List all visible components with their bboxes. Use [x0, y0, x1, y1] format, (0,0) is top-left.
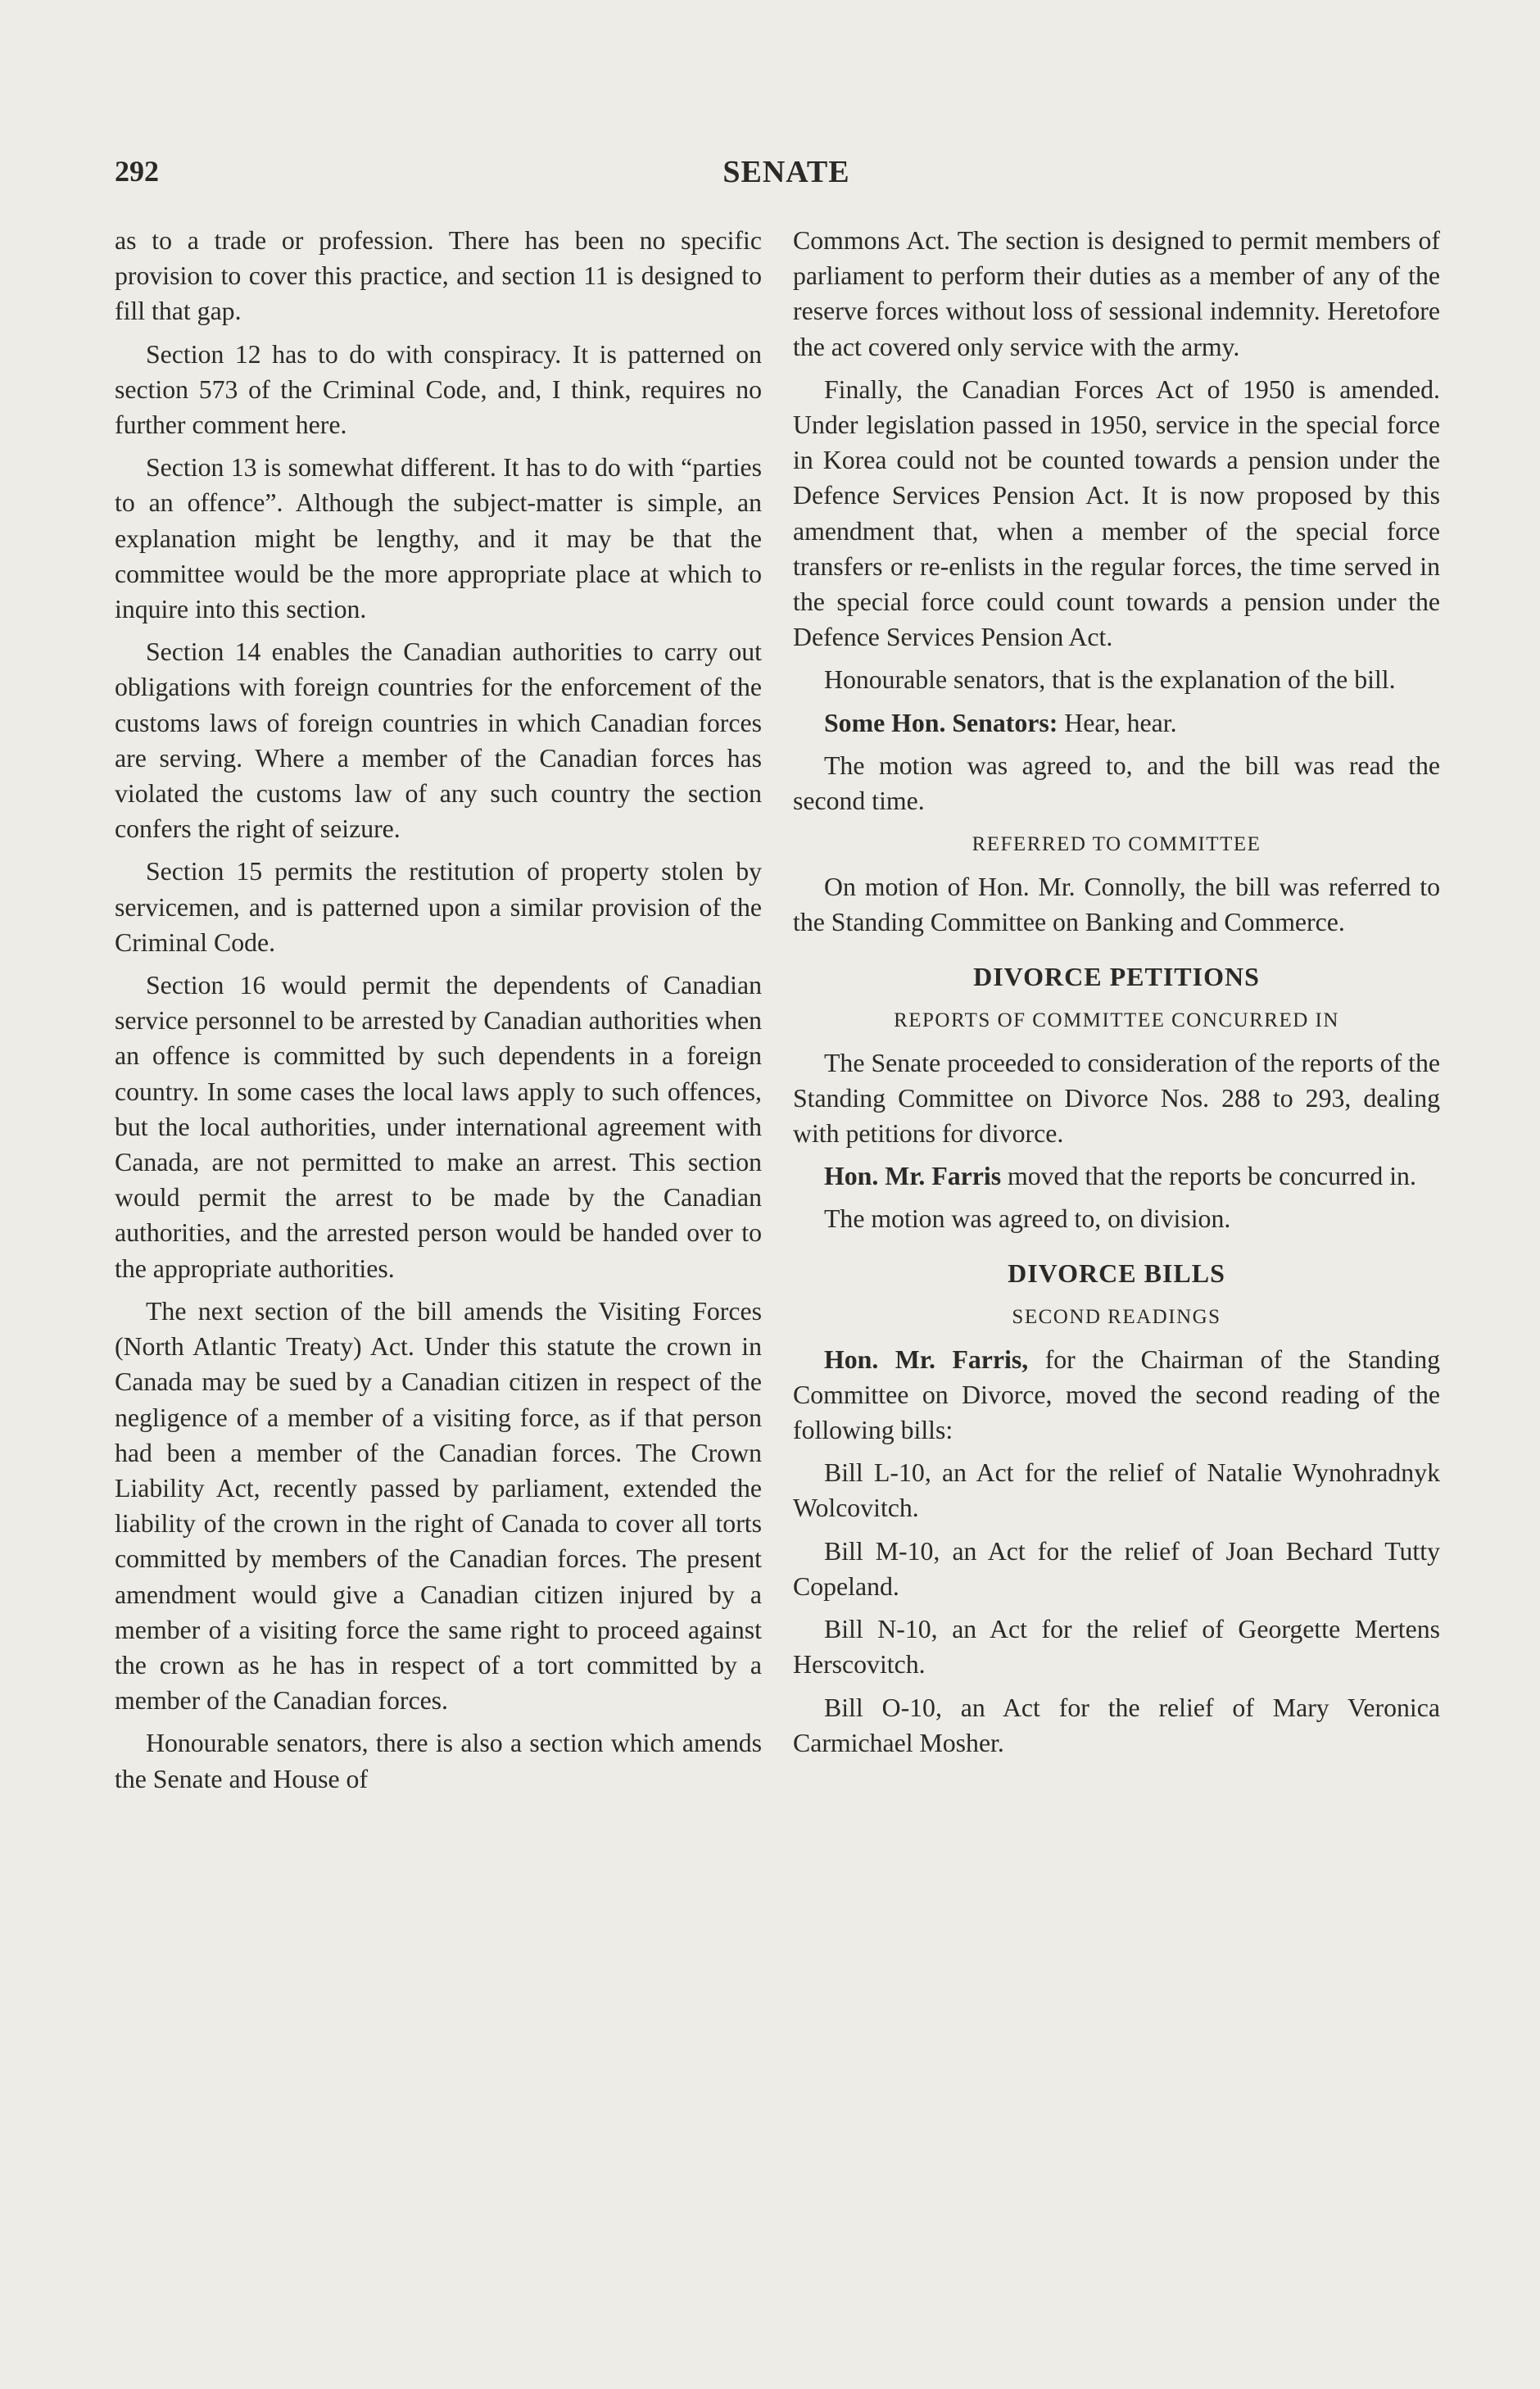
paragraph: The Senate proceeded to consideration of the reports of the Standing Committee on Divorce Nos. 288 to 293, dealing with petitions for divorce. — [793, 1048, 1440, 1149]
paragraph: Section 13 is somewhat different. It has to do with “parties to an offence”. Although the subject-matter is simple, an explanation might be lengthy, and it may be that the committee would be the more appropriate place at which to inquire into this section. — [115, 453, 762, 624]
paragraph: Honourable senators, that is the explanation of the bill. — [824, 665, 1396, 695]
paragraph: Bill M-10, an Act for the relief of Joan Bechard Tutty Copeland. — [793, 1536, 1440, 1601]
right-column — [793, 223, 1440, 1768]
paragraph: Section 16 would permit the dependents of Canadian service personnel to be arrested by Canadian authorities when an offence is committed by such dependents in a foreign country. In some cases the local laws apply to such offences, but the local authorities, under international agreement with Canada, are not permitted to make an arrest. This section would permit the arrest to be made by the Canadian authorities, and the arrested person would be handed over to the appropriate authorities. — [115, 971, 762, 1283]
paragraph-text: Hear, hear. — [1058, 708, 1177, 737]
paragraph — [793, 705, 1440, 741]
left-column — [115, 223, 762, 1804]
paragraph: Commons Act. The section is designed to permit members of parliament to perform their duties as a member of any of the reserve forces without loss of sessional indemnity. Heretofore the act covered only service with the army. — [793, 226, 1440, 361]
paragraph: The next section of the bill amends the Visiting Forces (North Atlantic Treaty) Act. Under this statute the crown in Canada may be sued by a Canadian citizen in respect of the negligence of a member of a visiting force, as if that person had been a member of the Canadian forces. The Crown Liability Act, recently passed by parliament, extended the liability of the crown in the right of Canada to cover all torts committed by members of the Canadian forces. The present amendment would give a Canadian citizen injured by a member of a visiting force the same right to proceed against the crown as he has in respect of a tort committed by a member of the Canadian forces. — [115, 1296, 762, 1716]
paragraph: Bill L-10, an Act for the relief of Natalie Wynohradnyk Wolcovitch. — [793, 1458, 1440, 1523]
section-heading: SECOND READINGS — [1012, 1305, 1221, 1328]
section-heading: REFERRED TO COMMITTEE — [972, 833, 1261, 856]
paragraph: The motion was agreed to, on division. — [824, 1204, 1231, 1234]
paragraph: On motion of Hon. Mr. Connolly, the bill was referred to the Standing Committee on Banking and Commerce. — [793, 873, 1440, 937]
speaker-name: Some Hon. Senators: — [824, 708, 1058, 737]
paragraph-text: moved that the reports be concurred in. — [1001, 1162, 1416, 1191]
paragraph — [793, 1158, 1440, 1194]
section-heading: DIVORCE PETITIONS — [973, 961, 1260, 991]
paragraph: Bill O-10, an Act for the relief of Mary Veronica Carmichael Mosher. — [793, 1693, 1440, 1757]
paragraph: Honourable senators, there is also a section which amends the Senate and House of — [115, 1729, 762, 1793]
paragraph: Bill N-10, an Act for the relief of Georgette Mertens Herscovitch. — [793, 1615, 1440, 1680]
section-heading: DIVORCE BILLS — [1008, 1258, 1225, 1288]
page-header — [115, 154, 1458, 200]
paragraph: as to a trade or profession. There has been no specific provision to cover this practice, and section 11 is designed to fill that gap. — [115, 226, 762, 326]
page-number: 292 — [115, 155, 159, 188]
running-head: SENATE — [722, 155, 850, 189]
paragraph — [793, 1342, 1440, 1448]
paragraph: The motion was agreed to, and the bill was read the second time. — [793, 750, 1440, 816]
paragraph: Section 14 enables the Canadian authorities to carry out obligations with foreign countries for the enforcement of the customs laws of foreign countries in which Canadian forces are serving. Where a member of the Canadian forces has violated the customs law of any such country the section confers the right of seizure. — [115, 637, 762, 844]
speaker-name: Hon. Mr. Farris, — [824, 1344, 1029, 1374]
paragraph: Finally, the Canadian Forces Act of 1950 is amended. Under legislation passed in 1950, service in the special force in Korea could not be counted towards a pension under the Defence Services Pension Act. It is now proposed by this amendment that, when a member of the special force transfers or re-enlists in the regular forces, the time served in the special force could count towards a pension under the Defence Services Pension Act. — [793, 374, 1440, 652]
paragraph: Section 12 has to do with conspiracy. It is patterned on section 573 of the Criminal Code, and, I think, requires no further comment here. — [115, 339, 762, 440]
paragraph-text: for the Chairman of the Standing Committee on Divorce, moved the second reading of the following bills: — [793, 1344, 1440, 1445]
section-heading: REPORTS OF COMMITTEE CONCURRED IN — [894, 1009, 1339, 1031]
speaker-name: Hon. Mr. Farris — [824, 1162, 1002, 1191]
paragraph: Section 15 permits the restitution of property stolen by servicemen, and is patterned upon a similar provision of the Criminal Code. — [115, 857, 762, 957]
